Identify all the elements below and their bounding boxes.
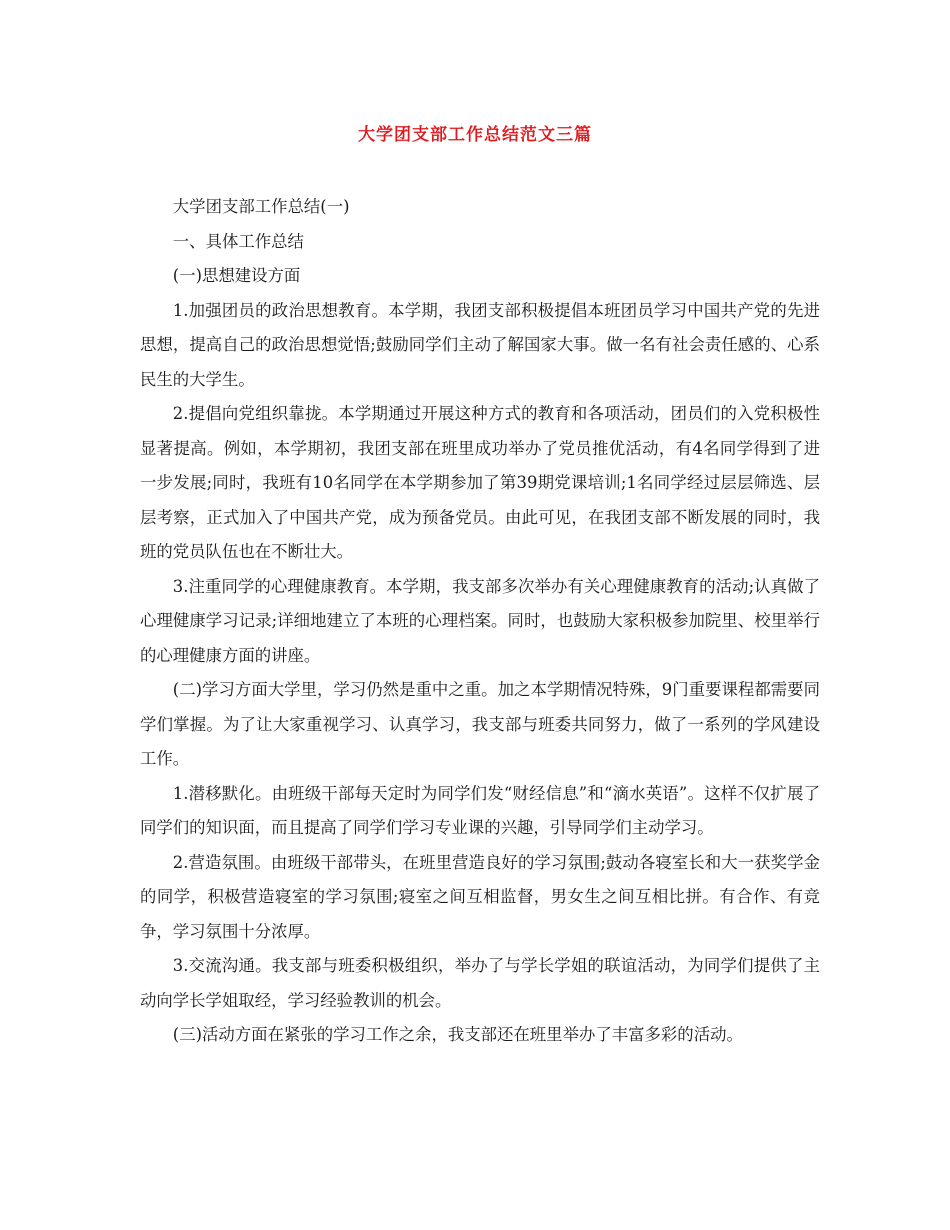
paragraph: 1.潜移默化。由班级干部每天定时为同学们发“财经信息”和“滴水英语”。这样不仅扩展了同学们的知识面，而且提高了同学们学习专业课的兴趣，引导同学们主动学习。 bbox=[140, 783, 820, 837]
section-heading: 大学团支部工作总结(一) bbox=[172, 197, 350, 216]
paragraph: 2.营造氛围。由班级干部带头，在班里营造良好的学习氛围;鼓动各寝室长和大一获奖学金的同学，积极营造寝室的学习氛围;寝室之间互相监督，男女生之间互相比拼。有合作、有竞争，学习氛围十分浓厚。 bbox=[140, 852, 820, 941]
subsection-heading: (一)思想建设方面 bbox=[172, 266, 301, 285]
paragraph: (三)活动方面在紧张的学习工作之余，我支部还在班里举办了丰富多彩的活动。 bbox=[172, 1025, 743, 1044]
document-title: 大学团支部工作总结范文三篇 bbox=[358, 125, 592, 145]
paragraph: (二)学习方面大学里，学习仍然是重中之重。加之本学期情况特殊，9门重要课程都需要同学们掌握。为了让大家重视学习、认真学习，我支部与班委共同努力，做了一系列的学风建设工作。 bbox=[140, 680, 820, 768]
document-body bbox=[140, 190, 820, 1053]
paragraph: 2.提倡向党组织靠拢。本学期通过开展这种方式的教育和各项活动，团员们的入党积极性显著提高。例如，本学期初，我团支部在班里成功举办了党员推优活动，有4名同学得到了进一步发展;同时，我班有10名同学在本学期参加了第39期党课培训;1名同学经过层层筛选、层层考察，正式加入了中国共产党，成为预备党员。由此可见，在我团支部不断发展的同时，我班的党员队伍也在不断壮大。 bbox=[140, 404, 820, 561]
section-heading: 一、具体工作总结 bbox=[172, 231, 304, 251]
paragraph: 1.加强团员的政治思想教育。本学期，我团支部积极提倡本班团员学习中国共产党的先进思想，提高自己的政治思想觉悟;鼓励同学们主动了解国家大事。做一名有社会责任感的、心系民生的大学生。 bbox=[140, 300, 820, 389]
paragraph: 3.注重同学的心理健康教育。本学期，我支部多次举办有关心理健康教育的活动;认真做了心理健康学习记录;详细地建立了本班的心理档案。同时，也鼓励大家积极参加院里、校里举行的心理健康方面的讲座。 bbox=[140, 576, 820, 665]
paragraph: 3.交流沟通。我支部与班委积极组织，举办了与学长学姐的联谊活动，为同学们提供了主动向学长学姐取经，学习经验教训的机会。 bbox=[140, 956, 820, 1010]
